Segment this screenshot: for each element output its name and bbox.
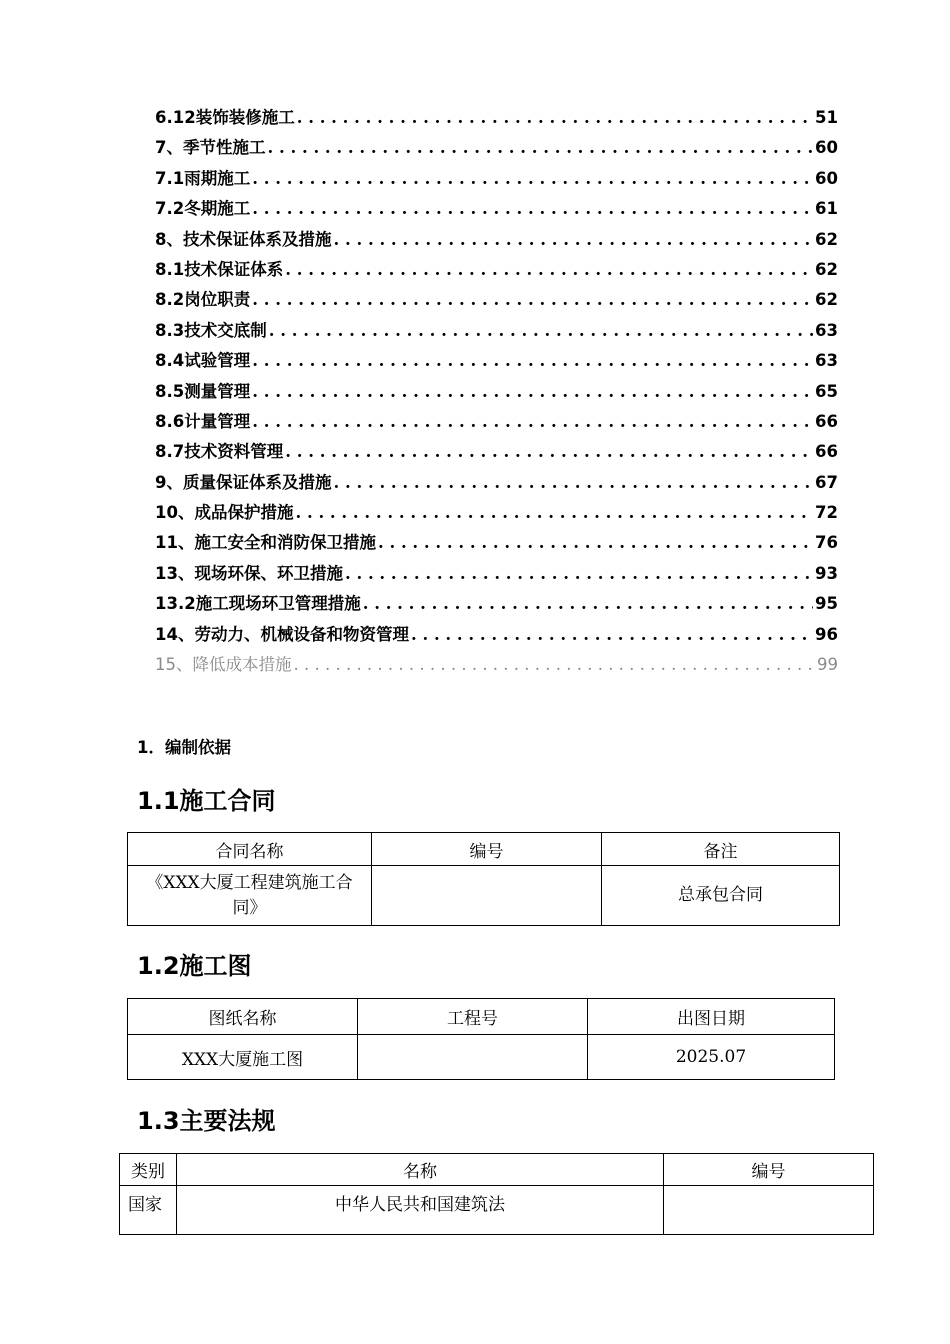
toc-leader (285, 442, 813, 461)
column-header: 图纸名称 (128, 999, 358, 1035)
toc-entry-page: 96 (815, 624, 838, 644)
table-row (128, 866, 840, 926)
toc-entry-title: 8.2岗位职责 (155, 290, 251, 310)
drawing-table (127, 998, 835, 1080)
toc-entry-page: 62 (815, 229, 838, 249)
toc-leader (252, 351, 813, 370)
toc-entry-page: 60 (815, 138, 838, 158)
toc-entry-page: 93 (815, 563, 838, 583)
toc-entry-title: 8.1技术保证体系 (155, 259, 284, 279)
toc-entry-page: 99 (817, 655, 838, 675)
drawing-date-cell: 2025.07 (588, 1035, 835, 1080)
toc-entry-title: 8.7技术资料管理 (155, 442, 284, 462)
toc-entry[interactable] (155, 226, 838, 256)
law-heading: 1.3主要法规 (137, 1107, 276, 1135)
section-heading: 1．编制依据 (137, 738, 231, 757)
drawing-number-cell (358, 1035, 588, 1080)
column-header: 工程号 (358, 999, 588, 1035)
toc-entry[interactable] (155, 560, 838, 590)
toc-leader (294, 655, 816, 674)
toc-entry-title: 9、质量保证体系及措施 (155, 472, 332, 492)
toc-entry-title: 6.12装饰装修施工 (155, 108, 295, 127)
toc-entry-title: 13.2施工现场环卫管理措施 (155, 594, 361, 614)
toc-leader (295, 503, 813, 522)
toc-leader (252, 412, 813, 431)
toc-leader (269, 321, 813, 340)
toc-leader (333, 473, 813, 492)
toc-entry-page: 61 (815, 199, 838, 219)
toc-entry[interactable] (155, 621, 838, 651)
toc-entry[interactable] (155, 256, 838, 286)
toc-entry[interactable] (155, 317, 838, 347)
toc-entry-page: 65 (815, 381, 838, 401)
toc-entry-title: 8.5测量管理 (155, 381, 251, 401)
toc-entry-page: 66 (815, 442, 838, 462)
toc-entry-title: 8.4试验管理 (155, 351, 251, 371)
toc-entry[interactable] (155, 378, 838, 408)
toc-entry-title: 8.3技术交底制 (155, 320, 267, 340)
toc-leader (378, 533, 813, 552)
table-header-row (128, 999, 835, 1035)
toc-entry-title: 7.2冬期施工 (155, 199, 251, 219)
table-row (128, 1035, 835, 1080)
column-header: 编号 (372, 833, 602, 866)
toc-leader (411, 625, 813, 644)
law-category-cell: 国家 (120, 1186, 177, 1235)
table-row (120, 1186, 874, 1235)
toc-entry-title: 14、劳动力、机械设备和物资管理 (155, 624, 409, 644)
toc-leader (297, 108, 813, 127)
column-header: 编号 (664, 1154, 874, 1186)
contract-note-cell: 总承包合同 (602, 866, 840, 926)
table-of-contents (155, 104, 838, 681)
toc-entry-page: 63 (815, 351, 838, 371)
toc-entry-title: 7、季节性施工 (155, 138, 266, 158)
toc-entry-page: 67 (815, 472, 838, 492)
toc-entry-page: 62 (815, 259, 838, 279)
column-header: 合同名称 (128, 833, 372, 866)
toc-entry[interactable] (155, 408, 838, 438)
toc-entry-page: 76 (815, 533, 838, 553)
column-header: 类别 (120, 1154, 177, 1186)
toc-leader (252, 382, 813, 401)
toc-entry-title: 8、技术保证体系及措施 (155, 229, 332, 249)
toc-entry[interactable] (155, 590, 838, 620)
toc-entry[interactable] (155, 104, 838, 134)
toc-entry[interactable] (155, 134, 838, 164)
contract-number-cell (372, 866, 602, 926)
toc-leader (252, 169, 813, 188)
drawing-heading: 1.2施工图 (137, 952, 252, 980)
toc-leader (267, 138, 813, 157)
column-header: 出图日期 (588, 999, 835, 1035)
column-header: 名称 (177, 1154, 664, 1186)
toc-entry[interactable] (155, 499, 838, 529)
toc-entry[interactable] (155, 347, 838, 377)
drawing-name-cell: XXX大厦施工图 (128, 1035, 358, 1080)
toc-entry-page: 66 (815, 411, 838, 431)
toc-entry-page: 62 (815, 290, 838, 310)
toc-leader (252, 290, 813, 309)
column-header: 备注 (602, 833, 840, 866)
toc-leader (252, 199, 813, 218)
toc-entry-title: 8.6计量管理 (155, 411, 251, 431)
toc-entry-title: 11、施工安全和消防保卫措施 (155, 533, 376, 553)
toc-entry-title: 10、成品保护措施 (155, 503, 294, 523)
toc-entry[interactable] (155, 438, 838, 468)
toc-entry-page: 72 (815, 503, 838, 523)
contract-heading: 1.1施工合同 (137, 787, 276, 815)
toc-entry-title: 7.1雨期施工 (155, 168, 251, 188)
toc-entry-title: 15、降低成本措施 (155, 655, 292, 675)
toc-entry-title: 13、现场环保、环卫措施 (155, 563, 343, 583)
contract-name-cell (128, 866, 372, 926)
toc-leader (363, 594, 813, 613)
toc-entry-page: 95 (815, 594, 838, 614)
table-header-row (120, 1154, 874, 1186)
contract-name-line2: 同》 (232, 897, 267, 918)
toc-entry-page: 51 (815, 108, 838, 127)
toc-entry[interactable] (155, 165, 838, 195)
law-name-cell: 中华人民共和国建筑法 (177, 1186, 664, 1235)
toc-leader (285, 260, 813, 279)
law-table (119, 1153, 874, 1235)
toc-entry[interactable] (155, 195, 838, 225)
toc-entry[interactable] (155, 469, 838, 499)
contract-table (127, 832, 840, 926)
contract-name-line1: 《XXX大厦工程建筑施工合 (146, 872, 353, 893)
toc-entry[interactable] (155, 651, 838, 681)
toc-entry-page: 63 (815, 320, 838, 340)
toc-entry[interactable] (155, 286, 838, 316)
law-number-cell (664, 1186, 874, 1235)
toc-leader (333, 230, 813, 249)
toc-leader (345, 564, 813, 583)
toc-entry[interactable] (155, 529, 838, 559)
toc-entry-page: 60 (815, 168, 838, 188)
table-header-row (128, 833, 840, 866)
